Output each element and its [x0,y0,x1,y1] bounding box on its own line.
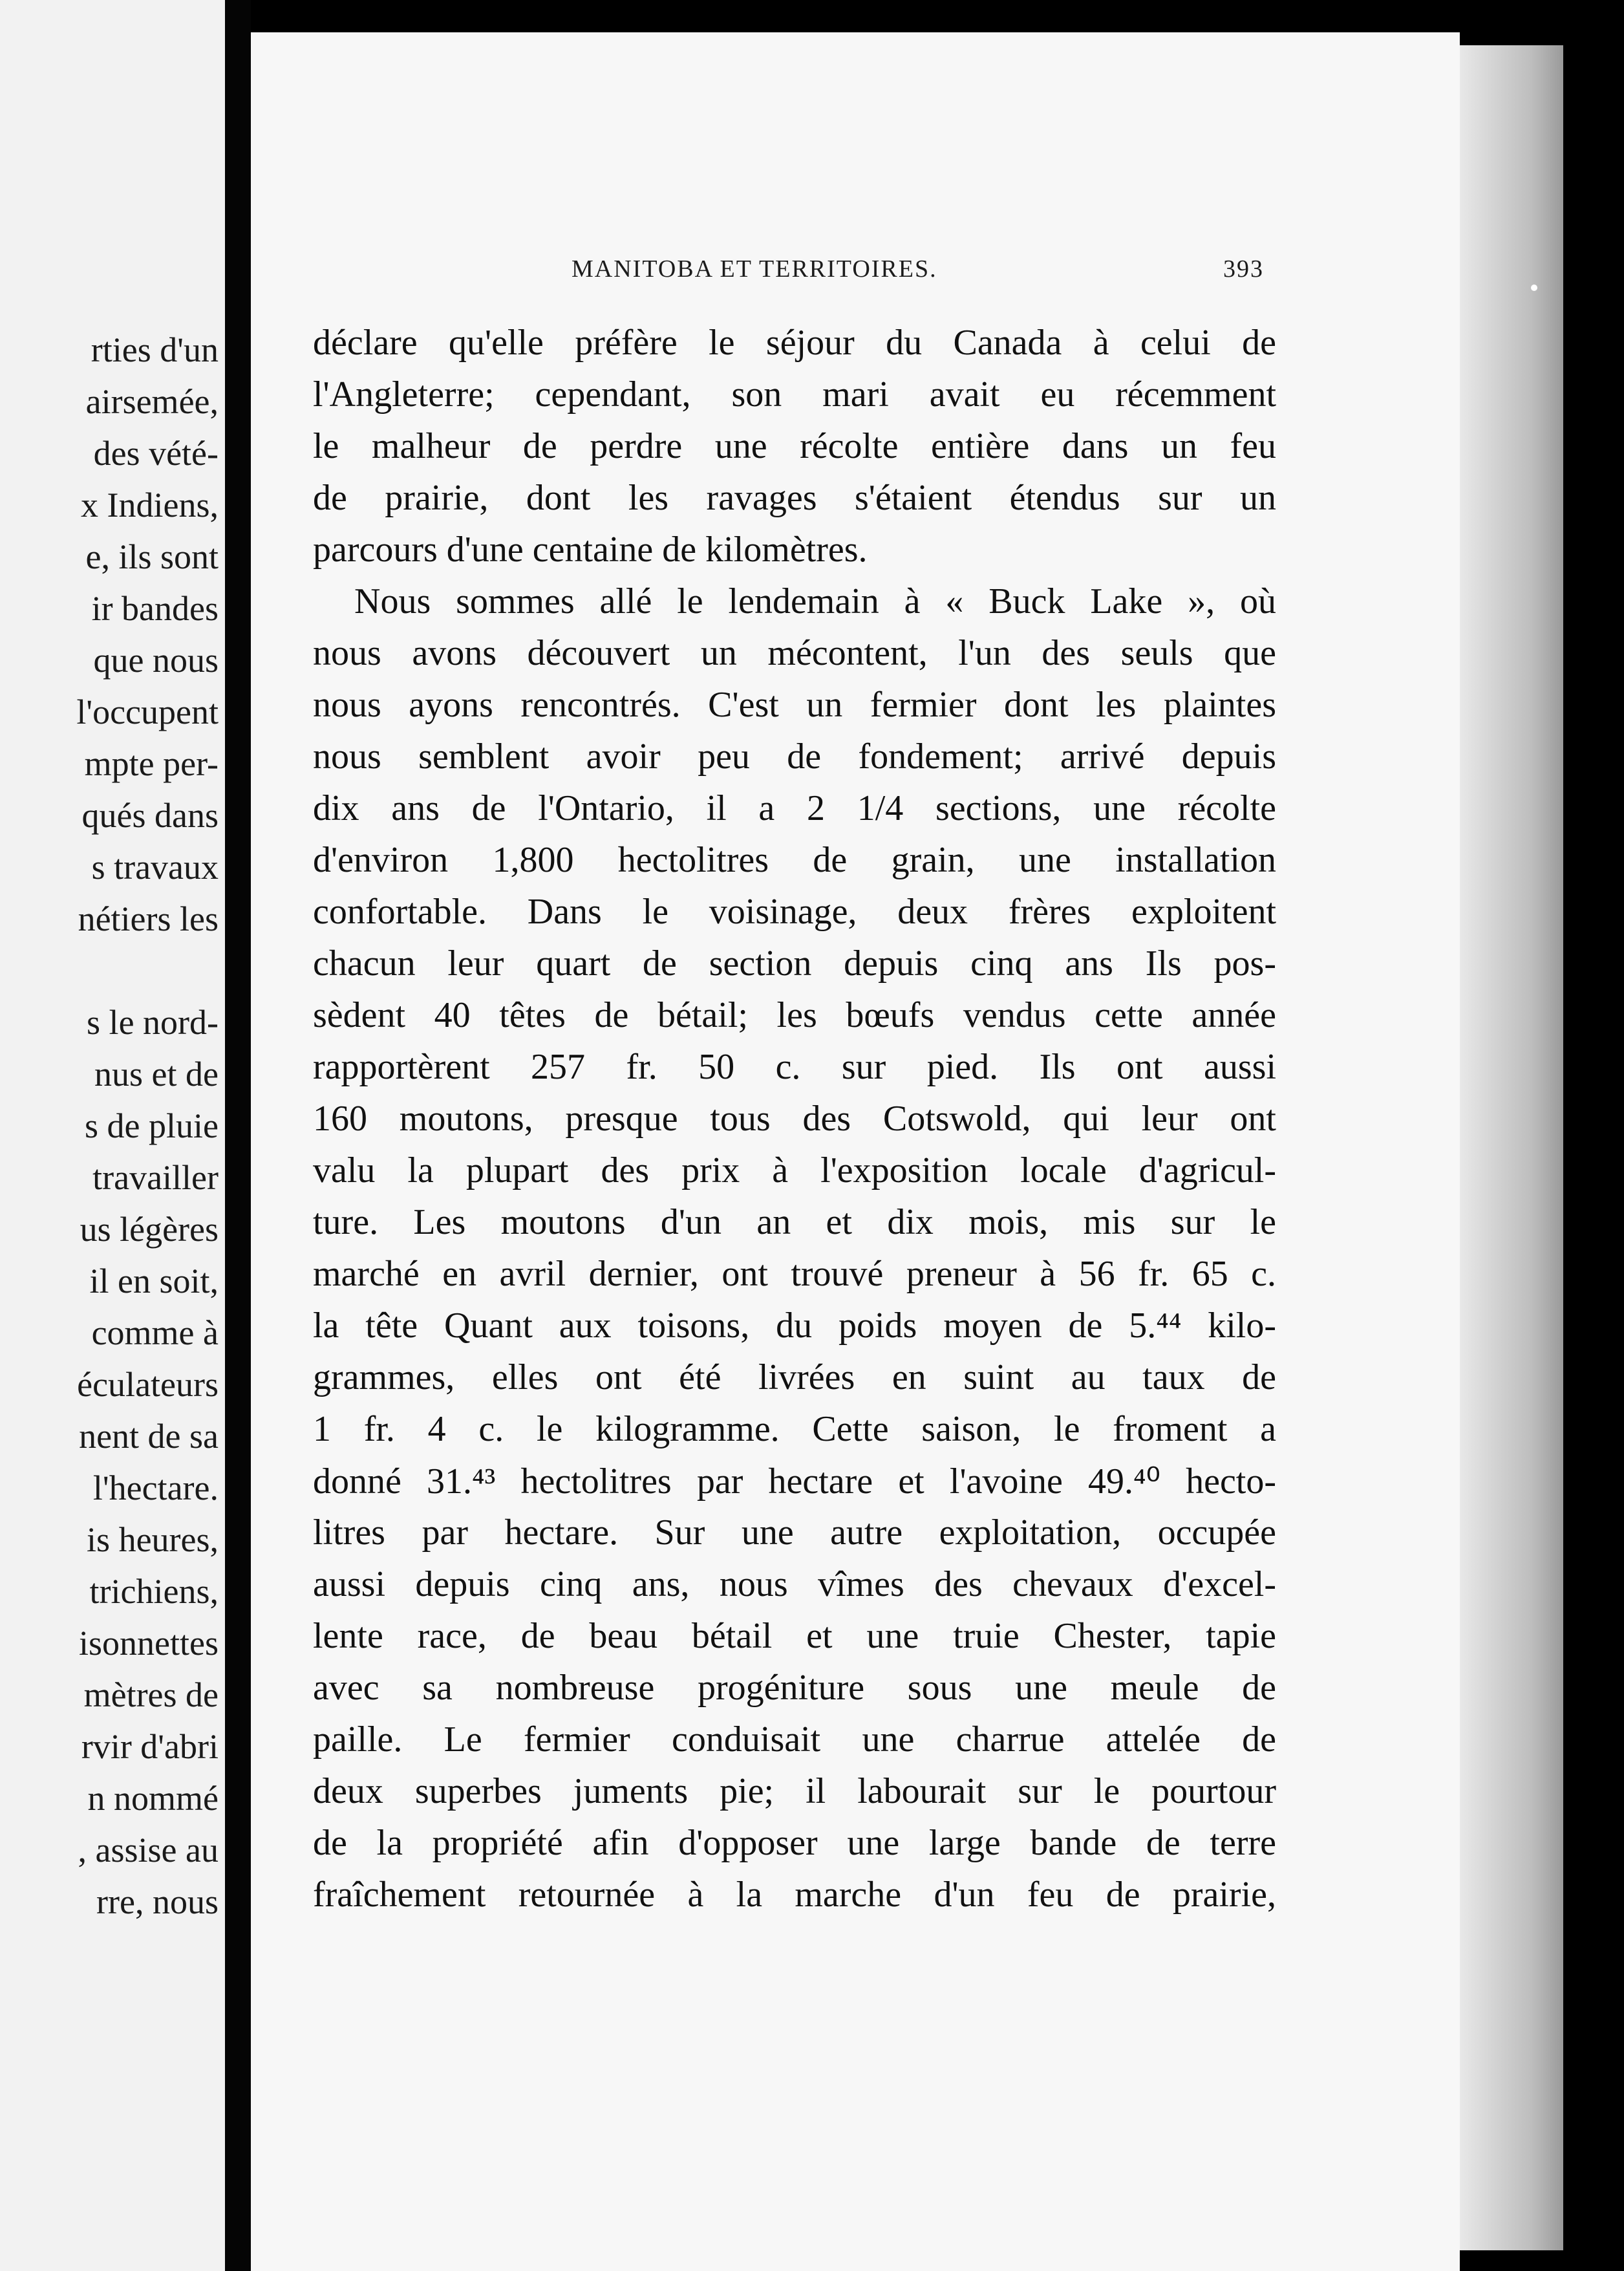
body-line: 1 fr. 4 c. le kilogramme. Cette saison, le froment a [313,1409,1276,1449]
left-line: l'hectare. [92,1469,219,1507]
left-line: l'occupent [76,693,219,731]
body-line: lente race, de beau bétail et une truie Chester, tapie [313,1616,1276,1656]
body-line: nous avons découvert un mécontent, l'un des seuls que [313,633,1276,673]
body-line: de la propriété afin d'opposer une large bande de terre [313,1823,1276,1863]
body-line: grammes, elles ont été livrées en suint au taux de [313,1357,1276,1397]
left-line: e, ils sont [85,537,219,576]
body-line: d'environ 1,800 hectolitres de grain, une installation [313,840,1276,880]
body-line: dix ans de l'Ontario, il a 2 1/4 sections, une récolte [313,788,1276,828]
left-line: il en soit, [89,1262,219,1300]
left-line: qués dans [81,796,219,835]
left-line: s travaux [91,848,219,887]
left-line: s le nord- [87,1003,219,1042]
left-page [0,0,225,2271]
body-line: la tête Quant aux toisons, du poids moyen de 5.⁴⁴ kilo- [313,1306,1276,1346]
body-line: 160 moutons, presque tous des Cotswold, qui leur ont [313,1099,1276,1139]
left-line: trichiens, [89,1572,219,1611]
left-line: s de pluie [85,1106,219,1145]
body-line: Nous sommes allé le lendemain à « Buck Lake », où [354,581,1276,621]
left-line: éculateurs [77,1365,219,1404]
left-line: des vété- [93,434,219,473]
running-title: MANITOBA ET TERRITOIRES. [572,255,937,283]
body-line: sèdent 40 têtes de bétail; les bœufs vendus cette année [313,995,1276,1035]
left-line: rvir d'abri [81,1727,219,1766]
left-line: , assise au [78,1831,219,1869]
body-line: avec sa nombreuse progéniture sous une meule de [313,1668,1276,1708]
body-line: chacun leur quart de section depuis cinq ans Ils pos- [313,943,1276,984]
body-line: le malheur de perdre une récolte entière dans un feu [313,426,1276,466]
page-number: 393 [1223,255,1264,283]
left-line: is heures, [87,1520,219,1559]
body-line: deux superbes juments pie; il labourait sur le pourtour [313,1771,1276,1811]
body-line: nous ayons rencontrés. C'est un fermier dont les plaintes [313,685,1276,725]
left-line: rties d'un [91,330,219,369]
body-line: l'Angleterre; cependant, son mari avait eu récemment [313,374,1276,414]
body-line: rapportèrent 257 fr. 50 c. sur pied. Ils ont aussi [313,1047,1276,1087]
page-edge-stack [1460,45,1563,2250]
left-line: x Indiens, [81,486,219,524]
left-line: nétiers les [78,899,219,938]
dust-speck [1531,285,1537,291]
left-line: travailler [92,1158,219,1197]
left-line: comme à [91,1313,219,1352]
left-line: que nous [93,641,219,680]
left-line: nus et de [94,1055,219,1093]
left-line: ir bandes [91,589,219,628]
left-line: us légères [80,1210,219,1249]
left-line: airsemée, [85,382,219,421]
body-line: confortable. Dans le voisinage, deux frères exploitent [313,892,1276,932]
body-line: de prairie, dont les ravages s'étaient étendus sur un [313,478,1276,518]
body-line: marché en avril dernier, ont trouvé preneur à 56 fr. 65 c. [313,1254,1276,1294]
body-line: valu la plupart des prix à l'exposition locale d'agricul- [313,1150,1276,1190]
body-line: déclare qu'elle préfère le séjour du Canada à celui de [313,323,1276,363]
body-line: donné 31.⁴³ hectolitres par hectare et l'avoine 49.⁴⁰ hecto- [313,1461,1276,1501]
body-line: parcours d'une centaine de kilomètres. [313,530,868,570]
body-line: paille. Le fermier conduisait une charrue attelée de [313,1719,1276,1760]
left-line: isonnettes [79,1624,219,1663]
left-line: mètres de [83,1675,219,1714]
book-gutter [225,0,251,2271]
body-line: aussi depuis cinq ans, nous vîmes des chevaux d'excel- [313,1564,1276,1604]
body-line: litres par hectare. Sur une autre exploitation, occupée [313,1512,1276,1553]
left-line: nent de sa [79,1417,219,1456]
left-line: mpte per- [84,744,219,783]
body-line: ture. Les moutons d'un an et dix mois, mis sur le [313,1202,1276,1242]
left-line: n nommé [87,1779,219,1818]
body-line: fraîchement retournée à la marche d'un feu de prairie, [313,1875,1276,1915]
left-line: rre, nous [96,1882,219,1921]
body-line: nous semblent avoir peu de fondement; arrivé depuis [313,737,1276,777]
